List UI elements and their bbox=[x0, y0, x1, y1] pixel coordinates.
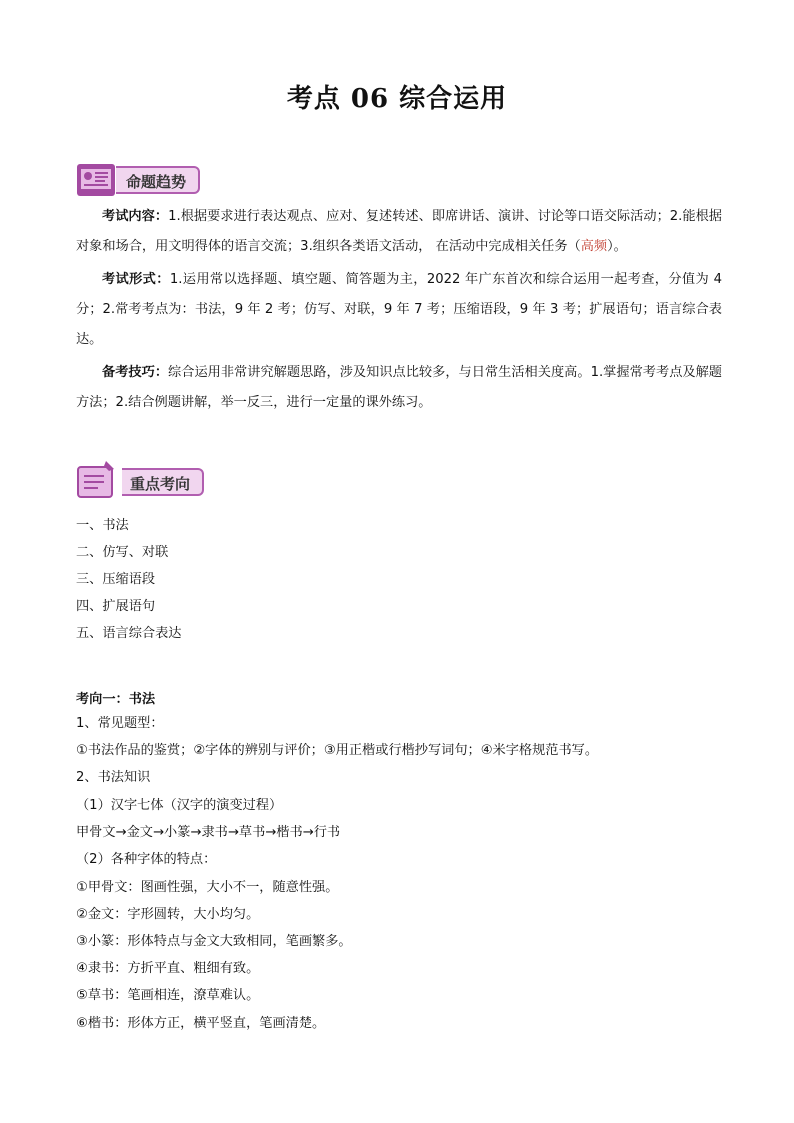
prep-tips-paragraph bbox=[76, 358, 722, 418]
section-badge-focus bbox=[76, 465, 216, 499]
page-title: 考点 06 综合运用 bbox=[286, 84, 508, 114]
text-line: ⑤草书：笔画相连，潦草难认。 bbox=[76, 988, 260, 1003]
text-line: ④隶书：方折平直、粗细有致。 bbox=[76, 961, 260, 976]
focus-item-2: 二、仿写、对联 bbox=[76, 545, 169, 560]
exam-content-text: 1.根据要求进行表达观点、应对、复述转述、即席讲话、演讲、讨论等口语交际活动；2.能根据对象和场合，用文明得体的语言交流；3.组织各类语文活动， 在活动中完成相关任务（ bbox=[76, 209, 722, 254]
exam-form-paragraph bbox=[76, 265, 722, 355]
exam-form-label: 考试形式： bbox=[102, 272, 170, 287]
text-line: （2）各种字体的特点： bbox=[76, 852, 217, 867]
text-line: 2、书法知识 bbox=[76, 770, 151, 785]
prep-tips-label: 备考技巧： bbox=[102, 365, 169, 380]
text-line: （1）汉字七体（汉字的演变过程） bbox=[76, 798, 283, 813]
text-line: 1、常见题型： bbox=[76, 716, 164, 731]
focus-item-3: 三、压缩语段 bbox=[76, 572, 156, 587]
focus-item-1: 一、书法 bbox=[76, 518, 129, 533]
prep-tips-text: 综合运用非常讲究解题思路，涉及知识点比较多，与日常生活相关度高。1.掌握常考考点及解题方法；2.结合例题讲解，举一反三，进行一定量的课外练习。 bbox=[76, 365, 722, 410]
section-badge-label: 重点考向 bbox=[122, 468, 204, 496]
text-line: ⑥楷书：形体方正，横平竖直，笔画清楚。 bbox=[76, 1016, 326, 1031]
exam-content-paragraph bbox=[76, 202, 722, 262]
section-badge-trend bbox=[76, 163, 216, 197]
presentation-icon bbox=[76, 163, 116, 197]
focus-item-4: 四、扩展语句 bbox=[76, 599, 156, 614]
section-badge-label: 命题趋势 bbox=[116, 166, 200, 194]
notebook-pin-icon bbox=[76, 459, 116, 499]
text-line: ③小篆：形体特点与金文大致相同，笔画繁多。 bbox=[76, 934, 352, 949]
exam-form-text: 1.运用常以选择题、填空题、简答题为主，2022 年广东首次和综合运用一起考查，分值为 4分；2.常考考点为：书法，9 年 2 考；仿写、对联，9 年 7 考；压缩语段，9 年 3 考；扩展语句；语言综合表达。 bbox=[76, 272, 723, 347]
text-line: ①书法作品的鉴赏；②字体的辨别与评价；③用正楷或行楷抄写词句；④米字格规范书写。 bbox=[76, 743, 599, 758]
text-line: ①甲骨文：图画性强，大小不一，随意性强。 bbox=[76, 880, 339, 895]
exam-content-text-end: ）。 bbox=[607, 239, 627, 254]
exam-content-label: 考试内容： bbox=[102, 209, 169, 224]
section-heading-calligraphy: 考向一：书法 bbox=[76, 692, 156, 707]
text-line: ②金文：字形圆转，大小均匀。 bbox=[76, 907, 260, 922]
script-evolution-line: 甲骨文→金文→小篆→隶书→草书→楷书→行书 bbox=[76, 825, 341, 840]
high-frequency-highlight: 高频 bbox=[580, 239, 608, 254]
focus-item-5: 五、语言综合表达 bbox=[76, 626, 182, 641]
